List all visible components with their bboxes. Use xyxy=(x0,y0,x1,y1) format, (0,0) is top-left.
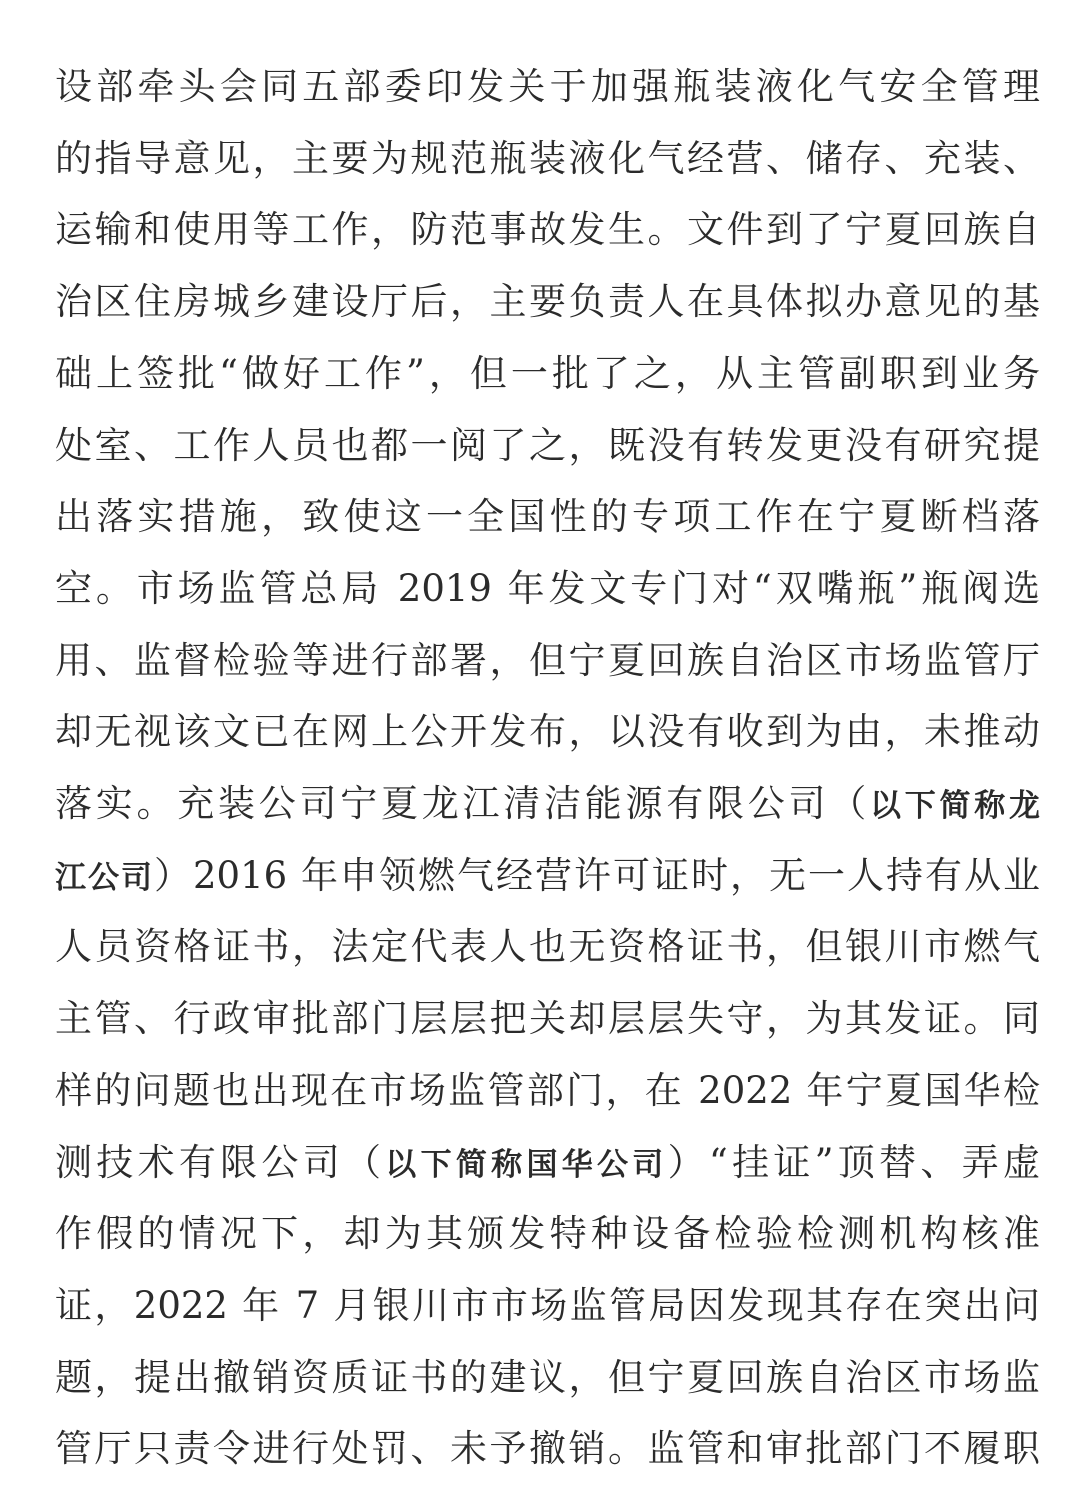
text-line xyxy=(55,1061,1040,1121)
text-segment: 题，提出撤销资质证书的建议，但宁夏回族自治区市场监 xyxy=(55,1355,1040,1399)
text-line xyxy=(55,917,1040,977)
text-segment: 运输和使用等工作，防范事故发生。文件到了宁夏回族自 xyxy=(55,208,1040,252)
text-segment: 却无视该文已在网上公开发布，以没有收到为由，未推动 xyxy=(55,710,1040,754)
text-line xyxy=(55,129,1040,189)
text-segment: 设部牵头会同五部委印发关于加强瓶装液化气安全管理 xyxy=(55,65,1040,108)
text-segment: ）“挂证”顶替、弄虚 xyxy=(667,1140,1041,1184)
text-line xyxy=(55,57,1040,117)
text-segment: 用、监督检验等进行部署，但宁夏回族自治区市场监管厅 xyxy=(55,638,1040,682)
text-segment: 处室、工作人员也都一阅了之，既没有转发更没有研究提 xyxy=(55,423,1040,467)
text-line xyxy=(55,344,1040,404)
text-line xyxy=(55,1204,1040,1264)
text-line xyxy=(55,1348,1040,1408)
text-line xyxy=(55,1419,1040,1479)
text-line xyxy=(55,1276,1040,1336)
text-line xyxy=(55,702,1040,762)
text-segment: 出落实措施，致使这一全国性的专项工作在宁夏断档落 xyxy=(55,495,1040,539)
abbreviation-note: 以下简称国华公司 xyxy=(385,1146,668,1183)
text-segment: 样的问题也出现在市场监管部门，在 2022 年宁夏国华检 xyxy=(55,1068,1040,1112)
text-segment: 主管、行政审批部门层层把关却层层失守，为其发证。同 xyxy=(55,997,1040,1041)
text-segment: 证，2022 年 7 月银川市市场监管局因发现其存在突出问 xyxy=(55,1283,1040,1327)
text-segment: 的指导意见，主要为规范瓶装液化气经营、储存、充装、 xyxy=(55,136,1040,180)
text-line xyxy=(55,631,1040,691)
text-segment: ）2016 年申领燃气经营许可证时，无一人持有从业 xyxy=(154,853,1040,897)
text-line xyxy=(55,487,1040,547)
text-segment: 作假的情况下，却为其颁发特种设备检验检测机构核准 xyxy=(55,1212,1040,1256)
text-line xyxy=(55,846,1040,906)
text-line xyxy=(55,272,1040,332)
text-segment: 管厅只责令进行处罚、未予撤销。监管和审批部门不履职 xyxy=(55,1427,1040,1471)
text-segment: 础上签批“做好工作”，但一批了之，从主管副职到业务 xyxy=(55,351,1040,395)
text-line xyxy=(55,989,1040,1049)
text-line xyxy=(55,416,1040,476)
abbreviation-note: 江公司 xyxy=(55,859,155,896)
text-segment: 测技术有限公司（ xyxy=(55,1140,386,1184)
text-segment: 人员资格证书，法定代表人也无资格证书，但银川市燃气 xyxy=(55,925,1040,969)
abbreviation-note: 以下简称龙 xyxy=(870,788,1040,824)
text-segment: 治区住房城乡建设厅后，主要负责人在具体拟办意见的基 xyxy=(55,280,1040,324)
text-line xyxy=(55,1133,1040,1193)
text-segment: 落实。充装公司宁夏龙江清洁能源有限公司（ xyxy=(55,782,870,825)
text-line xyxy=(55,200,1040,260)
text-line xyxy=(55,559,1040,619)
text-line xyxy=(55,774,1040,834)
text-segment: 空。市场监管总局 2019 年发文专门对“双嘴瓶”瓶阀选 xyxy=(55,566,1040,610)
